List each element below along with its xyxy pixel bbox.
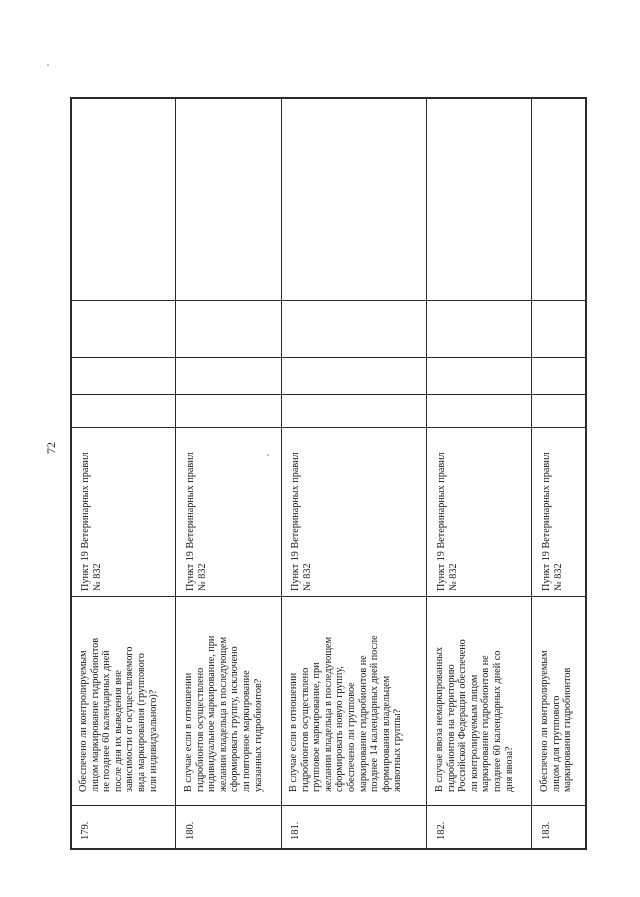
scan-speck (47, 64, 49, 66)
row-number: 182. (436, 821, 447, 840)
table-border-line (426, 97, 427, 850)
table-border-line (281, 97, 282, 850)
table-border-line (70, 427, 586, 428)
table-border-line (70, 357, 586, 358)
requirement-question: В случае если в отношении гидробионтов осуществлено групповое маркирование, при желании владельца в последующем сформировать новую группу, обеспечено ли групповое маркирование гидробионтов не позднее 14 календарных дней после формирования владельцем животных группы? (288, 635, 404, 792)
table-border-line (585, 97, 587, 850)
table-border-line (70, 394, 586, 395)
scan-speck (267, 454, 269, 456)
requirement-question: Обеспечено ли контролируемым лицом для группового маркирования гидробионтов (539, 650, 574, 792)
table-border-line (70, 300, 586, 301)
row-number: 179. (80, 821, 91, 840)
legal-reference: Пункт 19 Ветеринарных правил № 832 (541, 452, 564, 591)
legal-reference: Пункт 19 Ветеринарных правил № 832 (290, 452, 313, 591)
requirement-question: В случае если в отношении гидробионтов осуществлено индивидуальное маркирование, при желании владельца в последующем сформировать группу, исключено ли повторное маркирование указанных гидробионтов? (183, 635, 264, 792)
table-border-line (175, 97, 176, 850)
legal-reference: Пункт 19 Ветеринарных правил № 832 (80, 452, 103, 591)
row-number: 183. (541, 821, 552, 840)
table-border-line (70, 805, 586, 806)
legal-reference: Пункт 19 Ветеринарных правил № 832 (185, 452, 208, 591)
table-border-line (70, 97, 586, 99)
legal-reference: Пункт 19 Ветеринарных правил № 832 (436, 452, 459, 591)
requirement-question: Обеспечено ли контролируемым лицом маркирование гидробионтов не позднее 60 календарных дней после дня их выведения вне зависимости от осуществляемого вида маркирования (группового или индивидуального)? (78, 637, 159, 792)
row-number: 181. (290, 821, 301, 840)
requirement-question: В случае ввоза немаркированных гидробионтов на территорию Российской Федерации обеспечено ли контролируемым лицом маркирование гидробионтов не позднее 60 календарных дней со дня ввоза? (434, 639, 515, 792)
table-border-line (531, 97, 532, 850)
page-number: 72 (44, 442, 58, 454)
table-border-line (70, 97, 72, 850)
table-border-line (70, 848, 586, 850)
row-number: 180. (185, 821, 196, 840)
